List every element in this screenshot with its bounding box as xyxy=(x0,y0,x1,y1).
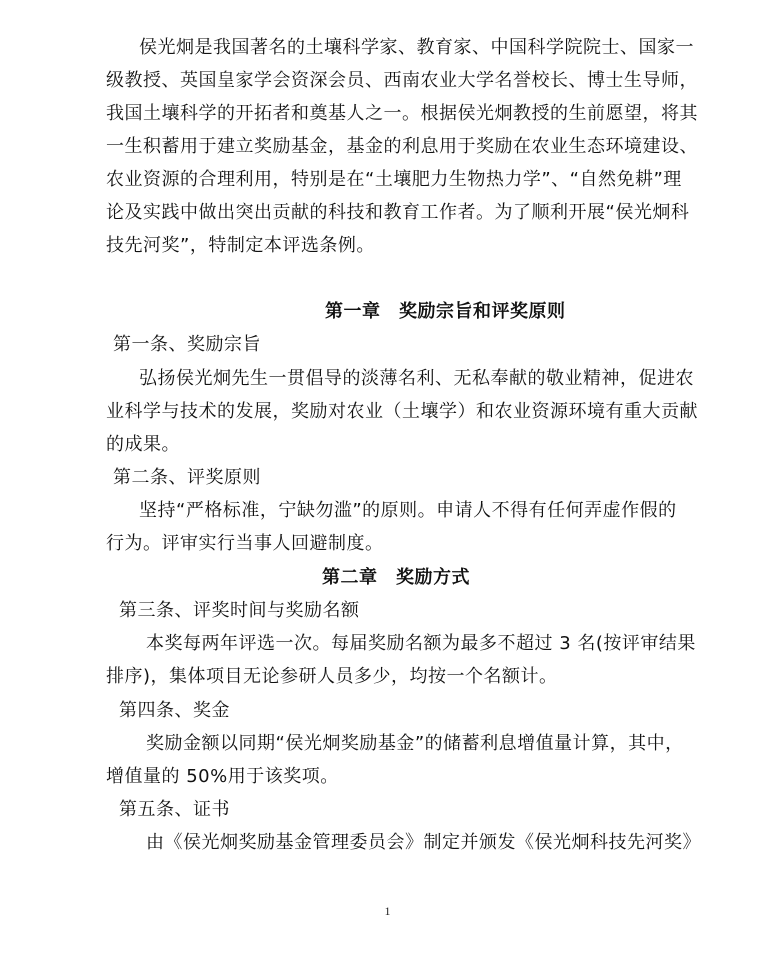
article-5-line-1: 由《侯光炯奖励基金管理委员会》制定并颁发《侯光炯科技先河奖》 xyxy=(146,832,701,853)
article-1-line-2: 业科学与技术的发展，奖励对农业（土壤学）和农业资源环境有重大贡献 xyxy=(106,401,698,422)
article-4-title: 第四条、奖金 xyxy=(119,700,230,721)
intro-line-4: 一生积蓄用于建立奖励基金，基金的利息用于奖励在农业生态环境建设、 xyxy=(106,136,698,157)
article-3-line-2: 排序)，集体项目无论参研人员多少，均按一个名额计。 xyxy=(106,666,558,687)
article-1-title: 第一条、奖励宗旨 xyxy=(113,334,261,355)
intro-line-2: 级教授、英国皇家学会资深会员、西南农业大学名誉校长、博士生导师， xyxy=(106,70,698,91)
article-3-title: 第三条、评奖时间与奖励名额 xyxy=(119,600,360,621)
intro-line-3: 我国土壤科学的开拓者和奠基人之一。根据侯光炯教授的生前愿望，将其 xyxy=(106,103,698,124)
article-2-line-2: 行为。评审实行当事人回避制度。 xyxy=(106,533,384,554)
article-2-line-1: 坚持“严格标准，宁缺勿滥”的原则。申请人不得有任何弄虚作假的 xyxy=(139,500,677,521)
article-4-line-1: 奖励金额以同期“侯光炯奖励基金”的储蓄利息增值量计算，其中， xyxy=(146,733,684,754)
intro-line-6: 论及实践中做出突出贡献的科技和教育工作者。为了顺利开展“侯光炯科 xyxy=(106,202,690,223)
article-1-line-3: 的成果。 xyxy=(106,434,180,455)
page-number: 1 xyxy=(384,904,391,918)
article-1-line-1: 弘扬侯光炯先生一贯倡导的淡薄名利、无私奉献的敬业精神，促进农 xyxy=(139,368,694,389)
article-4-line-2: 增值量的 50%用于该奖项。 xyxy=(106,766,339,787)
intro-line-7: 技先河奖”，特制定本评选条例。 xyxy=(106,235,375,256)
article-2-title: 第二条、评奖原则 xyxy=(113,467,261,488)
article-5-title: 第五条、证书 xyxy=(119,799,230,820)
intro-line-5: 农业资源的合理利用，特别是在“土壤肥力生物热力学”、“自然免耕”理 xyxy=(106,169,682,190)
chapter-2-heading: 第二章 奖励方式 xyxy=(322,567,470,588)
intro-line-1: 侯光炯是我国著名的土壤科学家、教育家、中国科学院院士、国家一 xyxy=(139,37,694,58)
article-3-line-1: 本奖每两年评选一次。每届奖励名额为最多不超过 3 名(按评审结果 xyxy=(146,633,696,654)
chapter-1-heading: 第一章 奖励宗旨和评奖原则 xyxy=(325,301,566,322)
